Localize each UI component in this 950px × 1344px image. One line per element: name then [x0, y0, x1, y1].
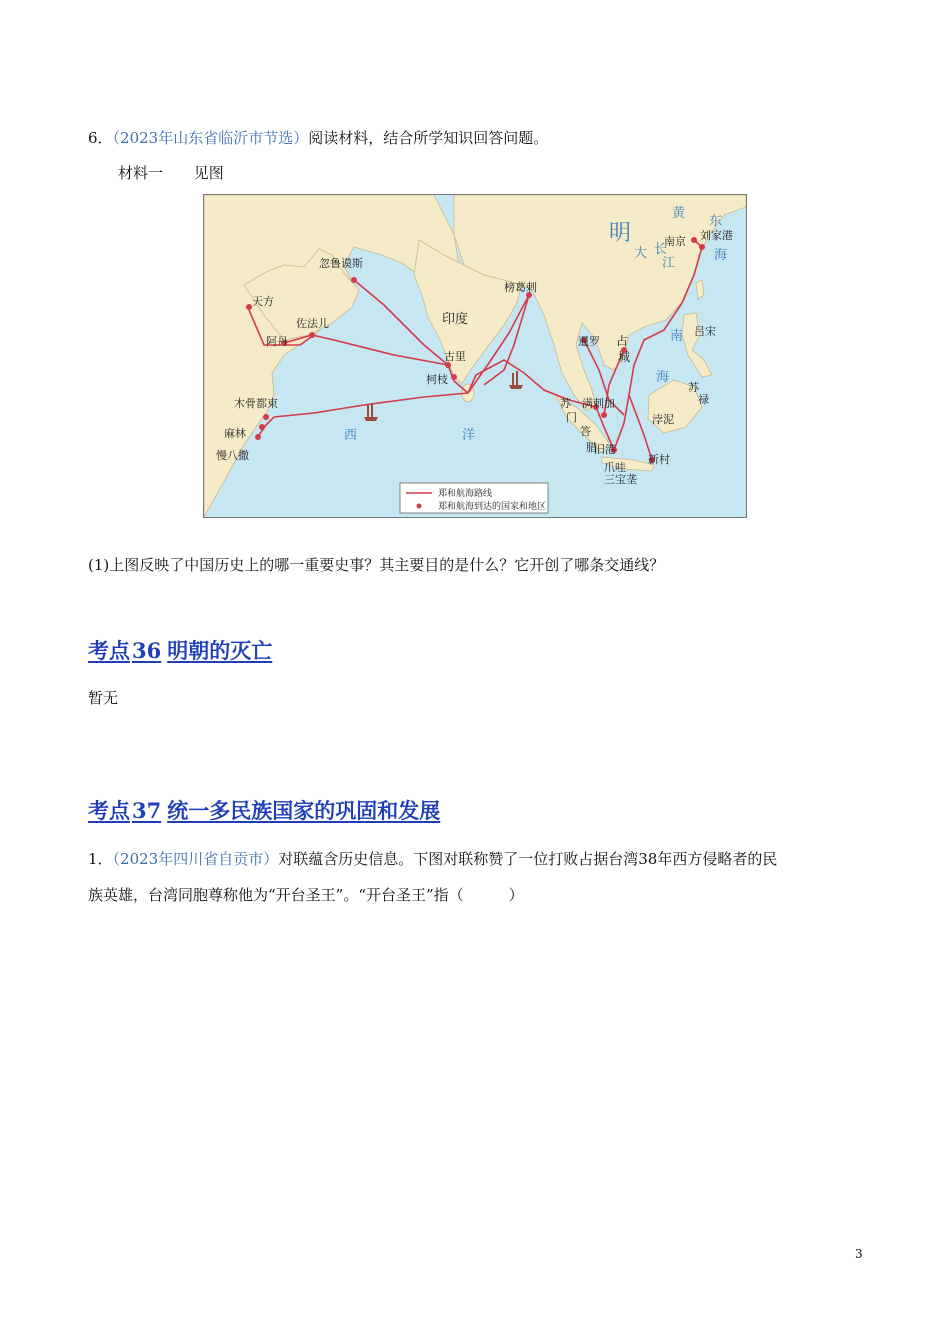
- ship-icon: [516, 371, 518, 385]
- section-number: 37: [132, 798, 162, 823]
- label-sanbaolong: 三宝垄: [604, 473, 637, 486]
- label-lvsong: 吕宋: [694, 325, 716, 338]
- label-liujiagang: 刘家港: [700, 229, 733, 242]
- label-sumendala-3: 答: [580, 425, 591, 438]
- legend-points-label: 郑和航海到达的国家和地区: [438, 502, 547, 512]
- label-jiugang: 旧港: [594, 443, 616, 456]
- label-kezhi: 柯枝: [426, 373, 448, 386]
- label-hurumusi: 忽鲁谟斯: [319, 257, 363, 270]
- label-yang: 洋: [462, 428, 476, 443]
- label-xianluo: 暹罗: [578, 335, 600, 348]
- ship-icon: [367, 405, 369, 417]
- legend-point-swatch: [417, 504, 422, 509]
- label-jiang: 江: [662, 256, 676, 271]
- question-number: 1．: [88, 850, 113, 868]
- material-line: [118, 163, 224, 183]
- ship-icon: [512, 373, 514, 385]
- label-manlajia: 满剌加: [582, 397, 615, 410]
- label-zufaer: 佐法儿: [296, 317, 329, 330]
- page-number: 3: [855, 1247, 863, 1261]
- section-prefix: 考点: [88, 798, 130, 823]
- label-huang: 黄: [672, 206, 686, 221]
- section-prefix: 考点: [88, 638, 130, 663]
- material-text: 见图: [193, 164, 224, 182]
- question-6-sub-1: (1)上图反映了中国历史上的哪一重要史事？其主要目的是什么？它开创了哪条交通线？: [88, 556, 665, 574]
- section-36-body: 暂无: [88, 689, 119, 707]
- label-chang: 长: [654, 242, 668, 257]
- label-nan: 南: [670, 329, 684, 344]
- label-nanjing: 南京: [664, 235, 686, 248]
- label-zhancheng-1: 占: [616, 334, 629, 348]
- label-yindu: 印度: [442, 312, 469, 327]
- label-mugudushu: 木骨都束: [234, 397, 278, 410]
- label-boni: 浡泥: [652, 413, 674, 426]
- label-dong: 东: [709, 214, 723, 229]
- material-label: 材料一: [118, 164, 164, 182]
- section-number: 36: [132, 638, 162, 663]
- label-sumendala-2: 门: [566, 411, 577, 424]
- label-adan: 阿丹: [266, 335, 288, 348]
- label-ming: 明: [609, 221, 632, 246]
- label-da: 大: [634, 246, 648, 261]
- ship-icon: [371, 403, 373, 417]
- label-zhancheng-2: 城: [618, 350, 631, 364]
- label-xi: 西: [344, 428, 358, 443]
- label-sulu-2: 禄: [698, 393, 709, 406]
- label-xincun: 新村: [648, 453, 670, 466]
- section-title: 统一多民族国家的巩固和发展: [167, 798, 441, 823]
- label-tianfang: 天方: [252, 295, 274, 308]
- label-sulu-1: 苏: [688, 381, 699, 394]
- section-37-heading: [88, 795, 440, 825]
- section-title: 明朝的灭亡: [167, 638, 273, 663]
- question-number: 6．: [88, 129, 113, 147]
- label-malin: 麻林: [224, 427, 246, 440]
- map-legend: [400, 483, 548, 513]
- legend-route-label: 郑和航海路线: [438, 489, 493, 499]
- label-guli: 古里: [444, 350, 466, 363]
- label-zhaowa: 爪哇: [604, 461, 626, 474]
- label-dong-hai: 海: [714, 248, 728, 263]
- label-manbasa: 慢八撒: [216, 449, 249, 462]
- label-sumendala-1: 苏: [560, 397, 571, 410]
- label-hai: 海: [656, 370, 670, 385]
- label-sumendala-4: 腊: [586, 441, 597, 454]
- zheng-he-voyage-map: [203, 194, 747, 518]
- label-bangela: 榜葛剌: [504, 281, 537, 294]
- section-37-question-1-cont: 族英雄，台湾同胞尊称他为“开台圣王”。“开台圣王”指（ ）: [88, 886, 524, 904]
- question-text: 阅读材料，结合所学知识回答问题。: [308, 129, 549, 147]
- question-6-stem: [88, 128, 548, 148]
- question-source: （2023年四川省自贡市）: [112, 850, 279, 868]
- section-36-heading: [88, 635, 272, 665]
- question-source: （2023年山东省临沂市节选）: [112, 129, 309, 147]
- question-text: 对联蕴含历史信息。下图对联称赞了一位打败占据台湾38年西方侵略者的民: [278, 850, 778, 868]
- section-37-question-1: [88, 849, 777, 869]
